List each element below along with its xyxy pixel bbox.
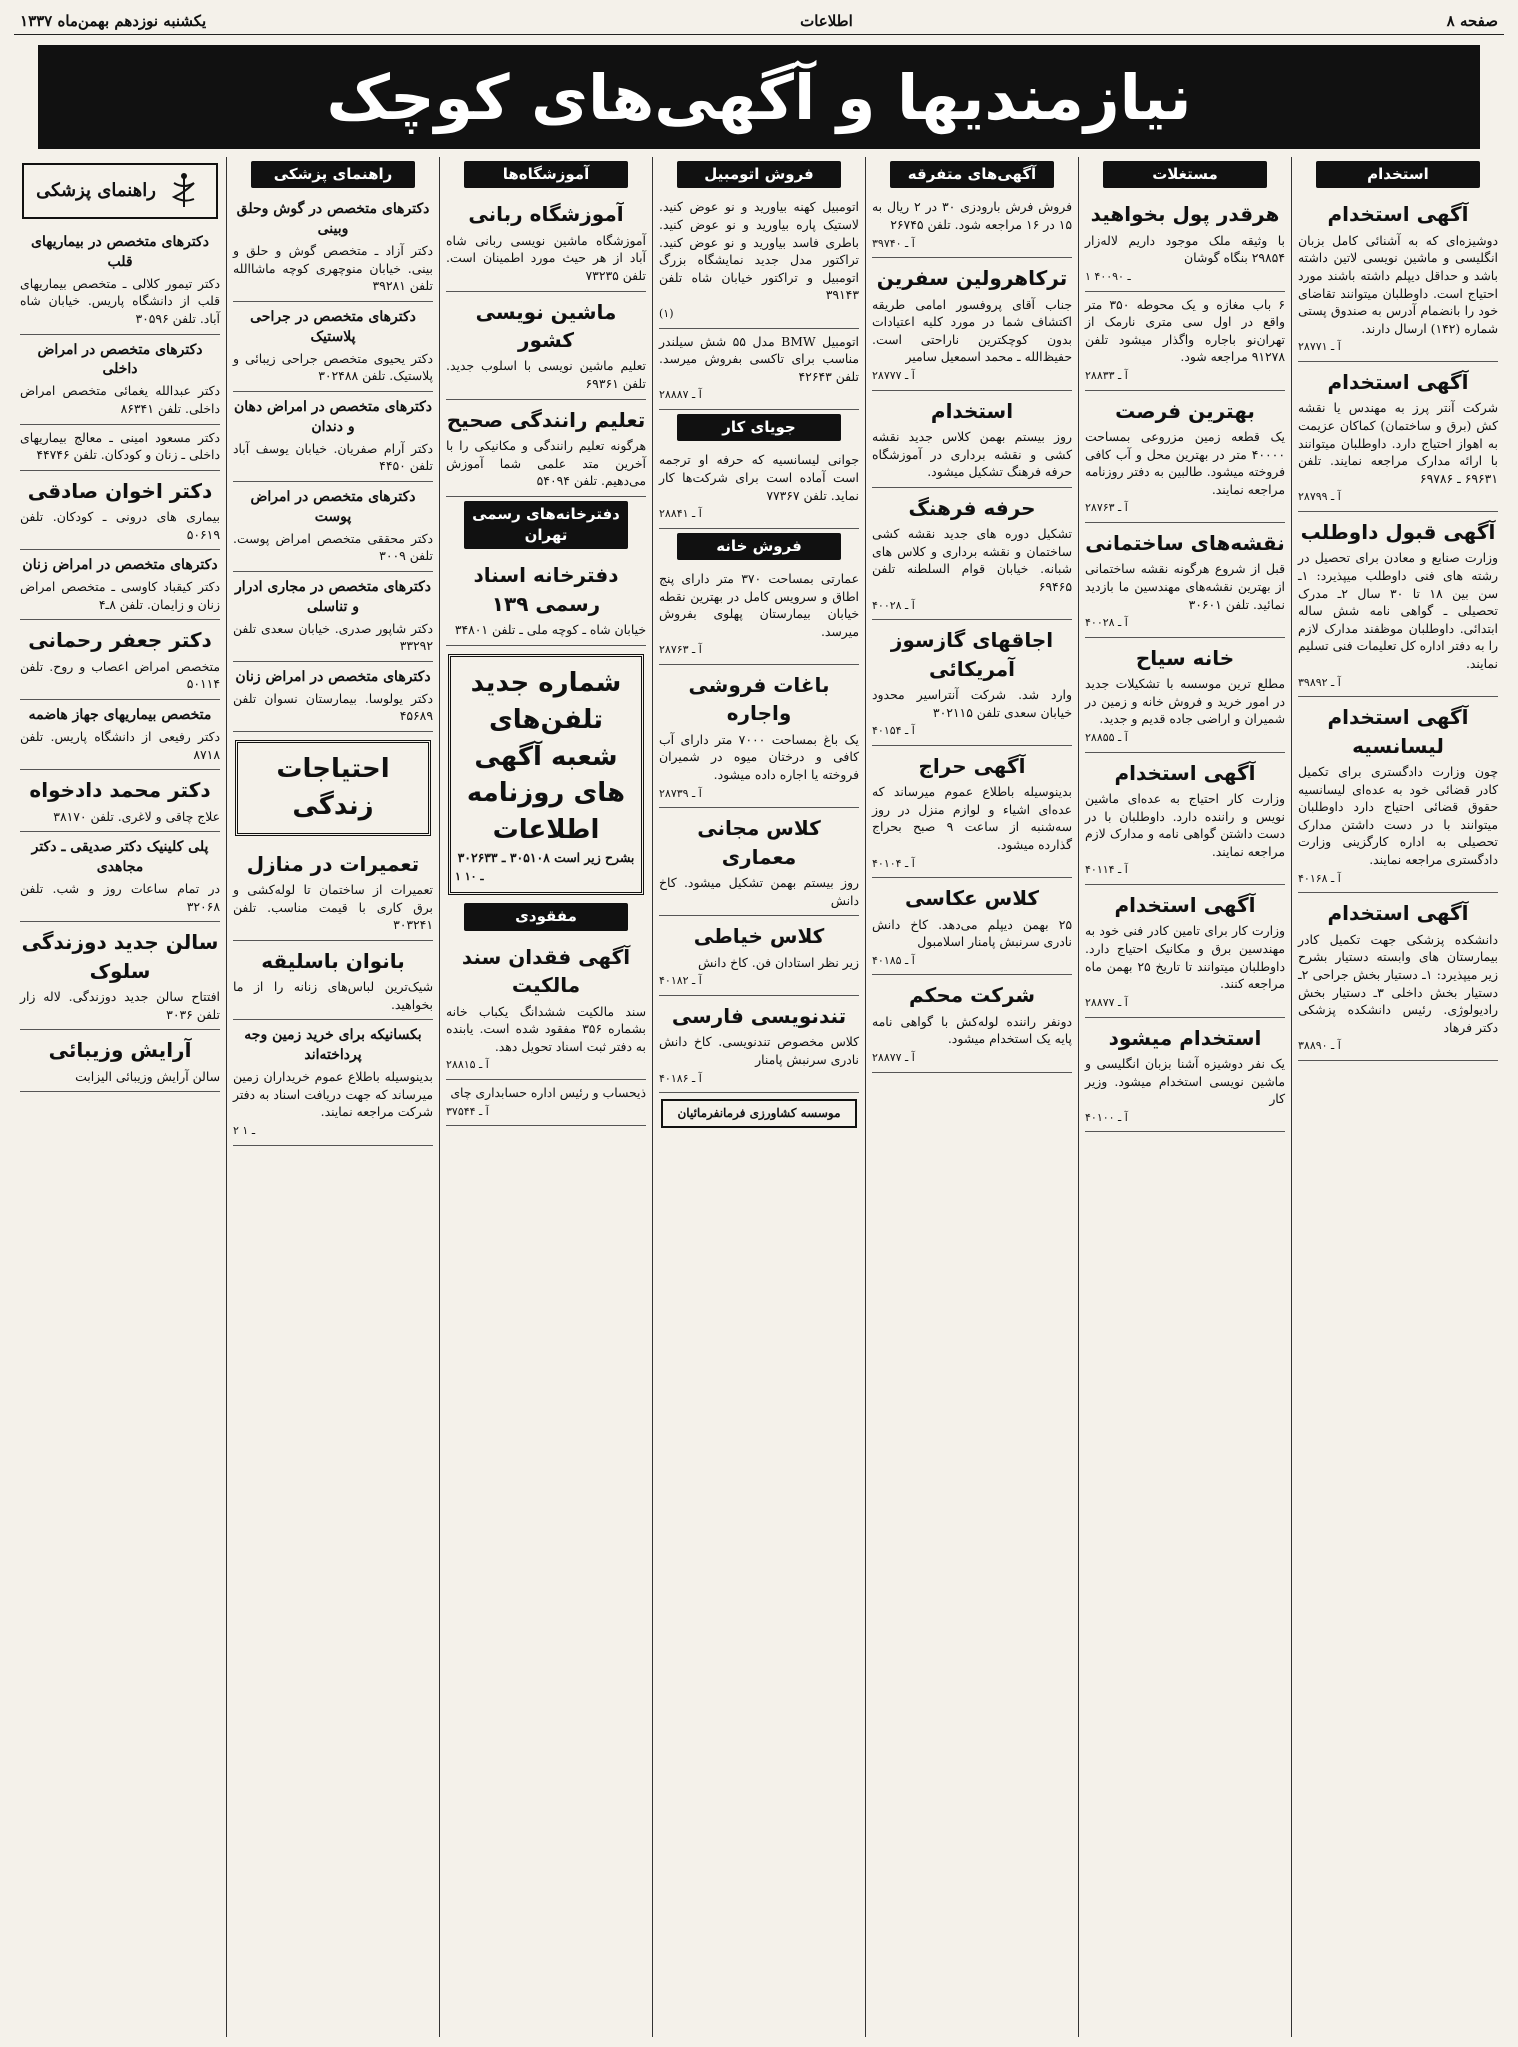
ad-title: بانوان باسلیقه — [261, 948, 405, 973]
ad-body: ۲۵ بهمن دیپلم می‌دهد. کاخ دانش نادری سرنبش پامنار اسلامبول — [872, 916, 1072, 950]
ad-title: دکترهای متخصص در امراض زنان — [22, 557, 218, 574]
ad-title: آگهی استخدام لیسانسیه — [1327, 705, 1469, 758]
ad-code: ۲ ـ ۱ — [233, 1124, 256, 1138]
ad-body: بیماری های درونی ـ کودکان. تلفن ۵۰۶۱۹ — [20, 509, 220, 542]
ad-body: با وثیقه ملک موجود داریم لاله‌زار ۲۹۸۵۴ بنگاه گوشان — [1085, 232, 1285, 266]
ad-body: فروش فرش بارودزی ۳۰ در ۲ ریال به ۱۵ در ۱۶ مراجعه شود. تلفن ۲۶۷۴۵ — [872, 199, 1072, 232]
ad-title: آگهی استخدام — [1327, 202, 1469, 227]
ad-body: عمارتی بمساحت ۳۷۰ متر دارای پنج اطاق و سرویس کامل در بهترین نقطه خیابان بیمارستان پهلوی بفروش میرسد. — [659, 571, 859, 639]
ad-title: دکترهای متخصص در امراض دهان و دندان — [233, 398, 433, 435]
ad-body: هرگونه تعلیم رانندگی و مکانیکی را با آخرین متد علمی شما آموزش می‌دهیم. تلفن ۵۴۰۹۴ — [446, 437, 646, 489]
ad-title: تندنویسی فارسی — [671, 1003, 847, 1028]
ad-title: حرفه فرهنگ — [908, 495, 1036, 520]
classified-ad — [446, 555, 646, 645]
ad-code: آ ـ ۴۰۱۶۸ — [1298, 871, 1341, 885]
classified-ad — [1298, 194, 1498, 362]
ad-body: مطلع ترین موسسه با تشکیلات جدید در امور خرید و فروش خانه و زمین در شمیران و اراضی جاده قدیم و جدید. — [1085, 676, 1285, 727]
ad-code: آ ـ ۴۰۰۲۸ — [872, 598, 915, 612]
ad-body: دکتر محققی متخصص امراض پوست. تلفن ۳۰۰۹ — [233, 530, 433, 564]
ad-title: آرایش وزیبائی — [48, 1038, 192, 1063]
classified-ad — [1085, 523, 1285, 638]
ad-code: آ ـ ۲۸۷۷۷ — [872, 368, 915, 382]
classified-ad — [1298, 893, 1498, 1061]
ad-body: اتومبیل کهنه بیاورید و نو عوض کنید. لاستیک پاره بیاورید و نو عوض کنید. باطری فاسد بیاورید و نو عوض کنید. تراکتور مدل جدید نمایشگاه بزرگ اتومبیل و تراکتور خیابان شاه تلفن ۳۹۱۴۳ — [659, 199, 859, 303]
ad-title: آگهی حراج — [918, 753, 1026, 778]
classified-ad — [446, 194, 646, 291]
ad-title: متخصص بیماریهای جهاز هاضمه — [28, 707, 212, 724]
classified-ad — [20, 227, 220, 335]
ad-body: ذیحساب و رئیس اداره حسابداری چای — [450, 1084, 646, 1100]
ad-code: آ ـ ۴۰۱۸۵ — [872, 953, 915, 967]
classified-ad — [20, 425, 220, 471]
ad-body: وارد شد. شرکت آنتراسیر محدود خیابان سعدی تلفن ۳۰۲۱۱۵ — [872, 687, 1072, 720]
classified-ad — [233, 482, 433, 572]
classified-ad — [233, 302, 433, 392]
ad-body: سالن آرایش وزیبائی الیزابت — [75, 1068, 220, 1084]
ad-code: آ ـ ۲۸۸۷۷ — [1085, 995, 1128, 1009]
ad-title: تعمیرات در منازل — [246, 851, 420, 876]
category-header: فروش خانه — [677, 533, 841, 560]
ad-body: تشکیل دوره های جدید نقشه کشی ساختمان و نقشه برداری و کلاس های شبانه. خیابان قوام السلطنه تلفن ۶۹۴۶۵ — [872, 526, 1072, 594]
ad-code: (۱) — [659, 306, 674, 320]
column-5 — [439, 157, 652, 2037]
ad-body: دکتر آزاد ـ متخصص گوش و حلق و بینی. خیابان منوچهری کوچه ماشاالله تلفن ۳۹۲۸۱ — [233, 243, 433, 294]
ad-body: دکتر تیمور کلالی ـ متخصص بیماریهای قلب از دانشگاه پاریس. خیابان شاه آباد. تلفن ۳۰۵۹۶ — [20, 275, 220, 326]
ad-body: اتومبیل BMW مدل ۵۵ شش سیلندر مناسب برای تاکسی بفروش میرسد. تلفن ۴۲۶۴۳ — [659, 333, 859, 384]
page-header — [14, 8, 1504, 35]
classified-ad — [1085, 885, 1285, 1017]
ad-title: آگهی فقدان سند مالکیت — [461, 944, 631, 998]
classified-ad — [446, 400, 646, 497]
classified-ad — [233, 662, 433, 732]
ad-title: پلی کلینیک دکتر صدیقی ـ دکتر مجاهدی — [31, 839, 209, 876]
ad-title: آگهی استخدام — [1114, 760, 1256, 785]
ad-code: آ ـ ۳۷۵۴۴ — [446, 1104, 489, 1118]
ad-body: چون وزارت دادگستری برای تکمیل کادر قضائی خود به عده‌ای لیسانسیه حقوق قضائی احتیاج دارد داوطلبان میتوانند با در دست داشتن مدارک تحصیلی به اداره کارگزینی وزارت دادگستری مراجعه نمایند. — [1298, 764, 1498, 868]
ad-title: باغات فروشی واجاره — [688, 673, 830, 726]
classified-ad — [1085, 1018, 1285, 1133]
column-1 — [1291, 157, 1504, 2037]
ad-title: احتیاجات زندگی — [276, 753, 390, 821]
ad-title: کلاس مجانی معماری — [697, 816, 821, 869]
classified-ad — [446, 292, 646, 400]
category-header: استخدام — [1316, 161, 1480, 188]
column-6 — [226, 157, 439, 2037]
ad-code: آ ـ ۲۸۸۴۱ — [659, 507, 702, 521]
ad-body: دکتر مسعود امینی ـ معالج بیماریهای داخلی ـ زنان و کودکان. تلفن ۴۴۷۴۶ — [20, 429, 220, 463]
ad-code: آ ـ ۴۰۱۸۲ — [659, 974, 702, 988]
classified-ad — [872, 488, 1072, 620]
classified-ad — [20, 770, 220, 832]
classified-ad — [20, 832, 220, 922]
classified-ad — [659, 447, 859, 528]
category-header: جویای کار — [677, 414, 841, 441]
classified-ad — [446, 937, 646, 1080]
ad-body: علاج چاقی و لاغری. تلفن ۳۸۱۷۰ — [53, 808, 220, 824]
classified-ad — [1085, 638, 1285, 753]
ad-title: نقشه‌های ساختمانی — [1085, 531, 1285, 555]
classified-ad — [872, 746, 1072, 878]
classified-ad — [872, 620, 1072, 746]
category-header: آموزشگاه‌ها — [464, 161, 628, 188]
ad-title: بهترین فرصت — [1115, 398, 1255, 423]
ad-title: سالن جدید دوزندگی سلوک — [21, 930, 219, 983]
category-header: دفترخانه‌های رسمی تهران — [464, 501, 628, 550]
classified-ad — [659, 194, 859, 328]
ad-body: وزارت کار برای تامین کادر فنی خود به مهندسین برق و مکانیک احتیاج دارد. داوطلبان میتوانند تا تاریخ ۲۵ بهمن ماه مراجعه کنند. — [1085, 923, 1285, 992]
ad-title: دکتر اخوان صادقی — [27, 478, 213, 503]
issue-date: یکشنبه نوزدهم بهمن‌ماه ۱۳۳۷ — [20, 12, 207, 30]
classified-ad — [659, 329, 859, 410]
ad-code: ۱ ـ ۱۰ — [455, 869, 484, 883]
classified-ad — [1298, 697, 1498, 893]
ad-title: دکتر جعفر رحمانی — [28, 628, 212, 653]
ad-code: آ ـ ۴۰۰۲۸ — [1085, 616, 1128, 630]
classified-ad — [20, 700, 220, 770]
ad-title: دکترهای متخصص در جراحی پلاستیک — [250, 308, 416, 345]
column-4 — [652, 157, 865, 2037]
category-header: مستغلات — [1103, 161, 1267, 188]
ad-body: افتتاح سالن جدید دوزندگی. لاله زار تلفن ۳۰۳۶ — [20, 988, 220, 1022]
ad-body: متخصص امراض اعصاب و روح. تلفن ۵۰۱۱۴ — [20, 658, 220, 692]
ad-code: آ ـ ۲۸۸۸۷ — [659, 388, 702, 402]
ad-body: روز بیستم بهمن کلاس جدید نقشه کشی و نقشه برداری در آموزشگاه حرفه فرهنگ تشکیل میشود. — [872, 428, 1072, 480]
ad-title: دکترهای متخصص در امراض پوست — [250, 488, 416, 525]
ad-code: آ ـ ۲۸۸۱۵ — [446, 1058, 489, 1072]
ad-body: دانشکده پزشکی جهت تکمیل کادر بیمارستان های وابسته دستیار بشرح زیر میپذیرد: ۱ـ دستیار بخش جراحی ۲ـ دستیار بخش داخلی ۳ـ دستیار بخش رادیولوژی. رئیس دانشکده پزشکی دکتر فرهاد — [1298, 931, 1498, 1035]
ad-title: دکترهای متخصص در بیماریهای قلب — [31, 234, 209, 270]
ad-title: دکتر محمد دادخواه — [29, 778, 211, 803]
ad-body: تعمیرات از ساختمان تا لوله‌کشی و برق کاری با قیمت مناسب. تلفن ۳۰۳۲۴۱ — [233, 882, 433, 933]
ad-body: بشرح زیر است ۳۰۵۱۰۸ ـ ۳۰۲۶۳۳ — [457, 850, 635, 866]
ad-body: دوشیزه‌ای که به آشنائی کامل بزبان انگلیسی و ماشین نویسی لاتین داشته باشد و حداقل دیپلم داشته باشند مورد احتیاج است. داوطلبان میتوانند تقاضای خود را بانضمام آدرس به صندوق پستی شماره (۱۴۲) ارسال دارند. — [1298, 232, 1498, 336]
classified-ad — [233, 194, 433, 302]
classified-ad — [659, 916, 859, 996]
ad-body: بدینوسیله باطلاع عموم میرساند که عده‌ای اشیاء و لوازم منزل در روز سه‌شنبه از ساعت ۹ صبح بحراج گذارده میشود. — [872, 784, 1072, 853]
ad-title: هرقدر پول بخواهید — [1090, 202, 1280, 227]
classified-ad — [20, 471, 220, 551]
column-2 — [1078, 157, 1291, 2037]
classified-ad — [20, 620, 220, 700]
ad-body: شیک‌ترین لباس‌های زنانه را از ما بخواهید. — [233, 979, 433, 1012]
classified-ad — [1085, 194, 1285, 291]
ad-body: دونفر راننده لوله‌کش با گواهی نامه پایه یک استخدام میشود. — [872, 1013, 1072, 1047]
emblem-title: راهنمای پزشکی — [36, 180, 156, 202]
ad-body: کلاس مخصوص تندنویسی. کاخ دانش نادری سرنبش پامنار — [659, 1034, 859, 1067]
ad-title: استخدام — [930, 398, 1014, 423]
ad-body: قبل از شروع هرگونه نقشه ساختمانی از بهترین نقشه‌های مهندسین ما بازدید نمائید. تلفن ۳۰۶۰۱ — [1085, 561, 1285, 612]
ad-body: سند مالکیت ششدانگ یکباب خانه بشماره ۳۵۶ مفقود شده است. یابنده به دفتر ثبت اسناد تحویل دهد. — [446, 1003, 647, 1054]
seal-box: موسسه کشاورزی فرمانفرمائیان — [661, 1099, 857, 1128]
ad-title: شماره جدید تلفن‌های شعبه آگهی های روزنامه اطلاعات — [466, 667, 626, 846]
ad-body: دکتر کیقباد کاوسی ـ متخصص امراض زنان و زایمان. تلفن ۸ـ۴ — [20, 579, 220, 612]
classified-ad — [659, 996, 859, 1093]
ad-code: آ ـ ۲۸۷۶۳ — [659, 643, 702, 657]
ad-body: دکتر عبدالله یغمائی متخصص امراض داخلی. تلفن ۸۶۳۴۱ — [20, 383, 220, 416]
classified-ad — [872, 258, 1072, 390]
classified-ad — [233, 1020, 433, 1145]
classified-ad — [233, 844, 433, 941]
ad-code: آ ـ ۳۹۷۴۰ — [872, 236, 915, 250]
ad-body: دکتر رفیعی از دانشگاه پاریس. تلفن ۸۷۱۸ — [20, 728, 220, 762]
ad-code: آ ـ ۲۸۸۳۳ — [1085, 368, 1128, 382]
classified-ad — [448, 654, 644, 896]
ad-title: ترکاهرولین سفرین — [876, 266, 1068, 291]
ad-title: اجاقهای گازسوز آمریکائی — [890, 628, 1054, 681]
ad-title: بکسانیکه برای خرید زمین وجه پرداخته‌اند — [244, 1027, 422, 1064]
category-header: فروش اتومبیل — [677, 161, 841, 188]
ad-body: ۶ باب مغازه و یک محوطه ۳۵۰ متر واقع در اول سی متری نارمک از تهران‌نو باجاره واگذار میشود تلفن ۹۱۲۷۸ مراجعه شود. — [1085, 296, 1285, 365]
ad-body: جناب آقای پروفسور امامی طریقه اکتشاف شما در مورد کلیه اعتیادات بدون کوچکترین ناراحتی است. حفیظ‌الله ـ محمد اسمعیل سامیر — [872, 296, 1072, 365]
ad-code: آ ـ ۲۸۷۳۹ — [659, 786, 702, 800]
classified-ad — [872, 391, 1072, 488]
ad-title: آگهی قبول داوطلب — [1300, 520, 1496, 544]
ad-code: آ ـ ۲۸۷۹۹ — [1298, 490, 1341, 504]
column-3 — [865, 157, 1078, 2037]
classified-ad — [1085, 292, 1285, 391]
classified-ad — [235, 740, 431, 836]
ad-code: آ ـ ۴۰۱۸۶ — [659, 1071, 702, 1085]
ad-body: یک نفر دوشیزه آشنا بزبان انگلیسی و ماشین نویسی استخدام میشود. وزیر کار — [1085, 1055, 1285, 1107]
classified-ad — [872, 975, 1072, 1072]
ad-code: آ ـ ۴۰۱۰۰ — [1085, 1110, 1128, 1124]
ad-body: وزارت صنایع و معادن برای تحصیل در رشته های فنی داوطلب میپذیرد: ۱ـ سن بین ۱۸ تا ۳۰ سال ۲ـ مدرک تحصیلی ـ گواهی نامه شش ساله ابتدائی. داوطلبان موظفند مدارک لازم را به دفتر اداره کل تعلیمات فنی تسلیم نمایند. — [1298, 550, 1498, 672]
ad-title: دکترهای متخصص در مجاری ادرار و تناسلی — [234, 578, 432, 615]
ad-body: خیابان شاه ـ کوچه ملی ـ تلفن ۳۴۸۰۱ — [454, 622, 646, 638]
ad-body: زیر نظر استادان فن. کاخ دانش — [698, 954, 859, 970]
ad-body: بدینوسیله باطلاع عموم خریداران زمین میرساند که جهت دریافت اسناد به دفتر شرکت مراجعه نمایند. — [233, 1069, 433, 1120]
ad-code: آ ـ ۴۰۱۰۴ — [872, 856, 915, 870]
ad-title: خانه سیاح — [1135, 645, 1235, 670]
ad-title: استخدام میشود — [1108, 1025, 1262, 1050]
ad-code: آ ـ ۲۸۸۷۷ — [872, 1051, 915, 1065]
ad-code: آ ـ ۳۹۸۹۲ — [1298, 675, 1341, 689]
classified-ad — [20, 1030, 220, 1092]
ad-title: آگهی استخدام — [1114, 893, 1256, 918]
classified-columns — [14, 157, 1504, 2037]
ad-title: کلاس خیاطی — [693, 924, 825, 949]
classified-ad — [659, 808, 859, 916]
classified-ad — [659, 665, 859, 808]
section-banner: نیازمندیها و آگهی‌های کوچک — [38, 45, 1480, 149]
classified-ad — [233, 941, 433, 1021]
ad-code: آ ـ ۲۸۷۷۱ — [1298, 340, 1341, 354]
ad-body: دکتر یحیوی متخصص جراحی زیبائی و پلاستیک. تلفن ۳۰۲۴۸۸ — [233, 350, 433, 384]
classified-ad — [1085, 391, 1285, 523]
ad-code: آ ـ ۳۸۸۹۰ — [1298, 1039, 1341, 1053]
ad-title: آگهی استخدام — [1327, 901, 1469, 926]
classified-ad — [446, 1080, 646, 1126]
category-header: آگهی‌های متفرقه — [890, 161, 1054, 188]
ad-body: روز بیستم بهمن تشکیل میشود. کاخ دانش — [659, 875, 859, 908]
ad-title: آموزشگاه ربانی — [468, 202, 624, 227]
ad-title: ماشین نویسی کشور — [475, 299, 617, 352]
ad-title: دکترهای متخصص در امراض داخلی — [37, 341, 203, 378]
category-header: راهنمای پزشکی — [251, 161, 415, 188]
classified-ad — [20, 922, 220, 1030]
classified-ad — [659, 566, 859, 665]
classified-ad — [872, 878, 1072, 975]
caduceus-icon — [164, 171, 204, 211]
ad-title: شرکت محکم — [909, 983, 1035, 1008]
category-header: مفقودی — [464, 903, 628, 930]
classified-ad — [20, 335, 220, 425]
ad-body: وزارت کار احتیاج به عده‌ای ماشین نویس و راننده دارد. داوطلبان با در دست داشتن گواهی نامه و مدارک لازم مراجعه نمایند. — [1085, 791, 1285, 859]
classified-ad — [1298, 512, 1498, 697]
ad-body: جوانی لیسانسیه که حرفه او ترجمه است آماده است برای شرکت‌ها کار نماید. تلفن ۷۷۳۶۷ — [659, 452, 859, 503]
column-7 — [14, 157, 226, 2037]
ad-body: یک قطعه زمین مزروعی بمساحت ۴۰۰۰۰ متر در بهترین محل و آب کافی فروخته میشود. طالبین به دفتر روزنامه مراجعه نمایند. — [1085, 428, 1285, 497]
ad-code: آ ـ ۴۰۱۱۴ — [1085, 863, 1128, 877]
ad-body: یک باغ بمساحت ۷۰۰۰ متر دارای آب کافی و درختان میوه در شمیران فروخته یا اجاره داده میشود. — [659, 731, 859, 783]
ad-title: دکترهای متخصص در گوش وحلق وبینی — [236, 201, 430, 238]
medical-guide-emblem — [22, 163, 218, 219]
classified-ad — [233, 392, 433, 482]
ad-body: دکتر شاپور صدری. خیابان سعدی تلفن ۳۳۲۹۲ — [233, 620, 433, 654]
ad-code: آ ـ ۲۸۸۵۵ — [1085, 731, 1128, 745]
ad-body: تعلیم ماشین نویسی با اسلوب جدید. تلفن ۶۹۳۶۱ — [446, 358, 646, 391]
ad-title: دفترخانه اسناد رسمی ۱۳۹ — [473, 563, 619, 616]
classified-ad — [1298, 362, 1498, 512]
ad-code: ۱ ـ ۴۰۰۹۰ — [1085, 269, 1131, 283]
classified-ad — [20, 550, 220, 620]
ad-body: دکتر آرام صفریان. خیابان یوسف آباد تلفن ۴۴۵۰ — [233, 440, 433, 474]
newspaper-name: اطلاعات — [800, 12, 853, 30]
ad-code: آ ـ ۴۰۱۵۴ — [872, 724, 915, 738]
ad-code: آ ـ ۲۸۷۶۳ — [1085, 501, 1128, 515]
classified-ad — [1085, 753, 1285, 885]
ad-body: دکتر یولوسا. بیمارستان نسوان تلفن ۴۵۶۸۹ — [233, 690, 433, 724]
ad-body: در تمام ساعات روز و شب. تلفن ۳۲۰۶۸ — [20, 880, 220, 914]
ad-body: شرکت آنتر پرز به مهندس یا نقشه کش (برق و ساختمان) کماکان عزیمت به اهواز احتیاج دارد. داوطلبان میتوانند با ارائه مدارک مراجعه نمایند. تلفن ۶۹۶۳۱ ـ ۶۹۷۸۶ — [1298, 400, 1498, 486]
ad-title: دکترهای متخصص در امراض زنان — [235, 668, 431, 685]
ad-body: آموزشگاه ماشین نویسی ربانی شاه آباد از هر حیث مورد اطمینان است. تلفن ۷۳۲۳۵ — [446, 232, 646, 283]
classified-ad — [233, 572, 433, 662]
ad-title: آگهی استخدام — [1327, 369, 1469, 394]
ad-title: تعلیم رانندگی صحیح — [446, 407, 646, 432]
ad-title: کلاس عکاسی — [904, 886, 1040, 911]
page-number: صفحه ۸ — [1446, 12, 1498, 30]
classified-ad — [872, 194, 1072, 258]
